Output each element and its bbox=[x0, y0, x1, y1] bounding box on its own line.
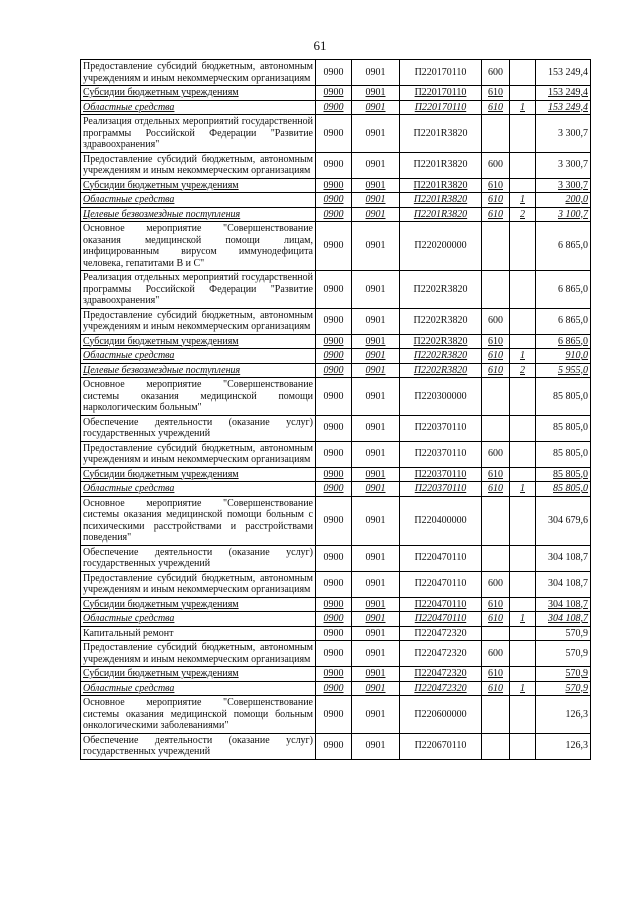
table-row bbox=[81, 681, 591, 696]
subsection-code: 0901 bbox=[352, 482, 400, 497]
amount: 304 108,7 bbox=[536, 612, 591, 627]
item-name: Субсидии бюджетным учреждениям bbox=[81, 467, 316, 482]
funding-source-code bbox=[510, 467, 536, 482]
section-code: 0900 bbox=[316, 378, 352, 416]
expense-type-code: 610 bbox=[482, 363, 510, 378]
subsection-code: 0901 bbox=[352, 667, 400, 682]
table-row bbox=[81, 496, 591, 545]
item-name: Основное мероприятие "Совершенствование оказания медицинской помощи лицам, инфицированным вирусом иммунодефицита человека, гепатитами В и С" bbox=[81, 222, 316, 271]
item-name: Областные средства bbox=[81, 100, 316, 115]
target-article-code: П220370110 bbox=[400, 415, 482, 441]
item-name: Предоставление субсидий бюджетным, автономным учреждениям и иным некоммерческим организациям bbox=[81, 571, 316, 597]
item-name: Субсидии бюджетным учреждениям bbox=[81, 86, 316, 101]
section-code: 0900 bbox=[316, 60, 352, 86]
expense-type-code: 610 bbox=[482, 467, 510, 482]
table-row bbox=[81, 733, 591, 759]
section-code: 0900 bbox=[316, 207, 352, 222]
amount: 6 865,0 bbox=[536, 222, 591, 271]
subsection-code: 0901 bbox=[352, 496, 400, 545]
amount: 570,9 bbox=[536, 641, 591, 667]
target-article-code: П220370110 bbox=[400, 441, 482, 467]
amount: 304 108,7 bbox=[536, 571, 591, 597]
funding-source-code: 1 bbox=[510, 349, 536, 364]
subsection-code: 0901 bbox=[352, 441, 400, 467]
expense-type-code: 600 bbox=[482, 441, 510, 467]
subsection-code: 0901 bbox=[352, 178, 400, 193]
table-row bbox=[81, 641, 591, 667]
table-row bbox=[81, 271, 591, 309]
item-name: Субсидии бюджетным учреждениям bbox=[81, 178, 316, 193]
section-code: 0900 bbox=[316, 733, 352, 759]
amount: 570,9 bbox=[536, 667, 591, 682]
funding-source-code bbox=[510, 733, 536, 759]
section-code: 0900 bbox=[316, 152, 352, 178]
table-row bbox=[81, 597, 591, 612]
section-code: 0900 bbox=[316, 441, 352, 467]
table-row bbox=[81, 152, 591, 178]
section-code: 0900 bbox=[316, 86, 352, 101]
section-code: 0900 bbox=[316, 545, 352, 571]
amount: 153 249,4 bbox=[536, 100, 591, 115]
amount: 153 249,4 bbox=[536, 60, 591, 86]
section-code: 0900 bbox=[316, 571, 352, 597]
subsection-code: 0901 bbox=[352, 467, 400, 482]
amount: 3 300,7 bbox=[536, 115, 591, 153]
amount: 3 300,7 bbox=[536, 152, 591, 178]
subsection-code: 0901 bbox=[352, 115, 400, 153]
funding-source-code bbox=[510, 441, 536, 467]
item-name: Обеспечение деятельности (оказание услуг) государственных учреждений bbox=[81, 545, 316, 571]
item-name: Областные средства bbox=[81, 349, 316, 364]
item-name: Реализация отдельных мероприятий государственной программы Российской Федерации "Развитие здравоохранения" bbox=[81, 271, 316, 309]
subsection-code: 0901 bbox=[352, 207, 400, 222]
section-code: 0900 bbox=[316, 115, 352, 153]
target-article-code: П220472320 bbox=[400, 641, 482, 667]
item-name: Предоставление субсидий бюджетным, автономным учреждениям и иным некоммерческим организациям bbox=[81, 441, 316, 467]
expense-type-code: 610 bbox=[482, 207, 510, 222]
target-article-code: П2201R3820 bbox=[400, 193, 482, 208]
item-name: Обеспечение деятельности (оказание услуг) государственных учреждений bbox=[81, 733, 316, 759]
table-row bbox=[81, 178, 591, 193]
table-row bbox=[81, 86, 591, 101]
target-article-code: П220300000 bbox=[400, 378, 482, 416]
expense-type-code: 610 bbox=[482, 193, 510, 208]
expense-type-code: 610 bbox=[482, 100, 510, 115]
table-row bbox=[81, 363, 591, 378]
funding-source-code bbox=[510, 415, 536, 441]
target-article-code: П2202R3820 bbox=[400, 271, 482, 309]
target-article-code: П220170110 bbox=[400, 100, 482, 115]
funding-source-code bbox=[510, 178, 536, 193]
amount: 570,9 bbox=[536, 681, 591, 696]
expense-type-code bbox=[482, 222, 510, 271]
target-article-code: П2201R3820 bbox=[400, 115, 482, 153]
funding-source-code bbox=[510, 86, 536, 101]
target-article-code: П220670110 bbox=[400, 733, 482, 759]
table-row bbox=[81, 626, 591, 641]
target-article-code: П2201R3820 bbox=[400, 207, 482, 222]
subsection-code: 0901 bbox=[352, 571, 400, 597]
expense-type-code bbox=[482, 115, 510, 153]
target-article-code: П220472320 bbox=[400, 681, 482, 696]
item-name: Областные средства bbox=[81, 482, 316, 497]
subsection-code: 0901 bbox=[352, 363, 400, 378]
table-row bbox=[81, 696, 591, 734]
funding-source-code bbox=[510, 597, 536, 612]
item-name: Целевые безвозмездные поступления bbox=[81, 363, 316, 378]
item-name: Предоставление субсидий бюджетным, автономным учреждениям и иным некоммерческим организациям bbox=[81, 641, 316, 667]
expense-type-code: 610 bbox=[482, 681, 510, 696]
section-code: 0900 bbox=[316, 496, 352, 545]
table-row bbox=[81, 612, 591, 627]
section-code: 0900 bbox=[316, 222, 352, 271]
subsection-code: 0901 bbox=[352, 733, 400, 759]
subsection-code: 0901 bbox=[352, 308, 400, 334]
expense-type-code: 610 bbox=[482, 178, 510, 193]
amount: 126,3 bbox=[536, 733, 591, 759]
expense-type-code: 600 bbox=[482, 152, 510, 178]
expense-type-code bbox=[482, 733, 510, 759]
item-name: Предоставление субсидий бюджетным, автономным учреждениям и иным некоммерческим организациям bbox=[81, 60, 316, 86]
amount: 85 805,0 bbox=[536, 378, 591, 416]
amount: 6 865,0 bbox=[536, 308, 591, 334]
section-code: 0900 bbox=[316, 308, 352, 334]
table-row bbox=[81, 222, 591, 271]
expense-type-code bbox=[482, 378, 510, 416]
subsection-code: 0901 bbox=[352, 378, 400, 416]
amount: 5 955,0 bbox=[536, 363, 591, 378]
item-name: Реализация отдельных мероприятий государственной программы Российской Федерации "Развитие здравоохранения" bbox=[81, 115, 316, 153]
item-name: Областные средства bbox=[81, 681, 316, 696]
expense-type-code: 600 bbox=[482, 571, 510, 597]
section-code: 0900 bbox=[316, 612, 352, 627]
section-code: 0900 bbox=[316, 681, 352, 696]
table-row bbox=[81, 334, 591, 349]
funding-source-code bbox=[510, 308, 536, 334]
expense-type-code: 600 bbox=[482, 641, 510, 667]
table-row bbox=[81, 308, 591, 334]
section-code: 0900 bbox=[316, 415, 352, 441]
item-name: Целевые безвозмездные поступления bbox=[81, 207, 316, 222]
amount: 153 249,4 bbox=[536, 86, 591, 101]
budget-table bbox=[80, 59, 591, 760]
target-article-code: П2201R3820 bbox=[400, 178, 482, 193]
amount: 85 805,0 bbox=[536, 415, 591, 441]
target-article-code: П220470110 bbox=[400, 545, 482, 571]
target-article-code: П2202R3820 bbox=[400, 349, 482, 364]
expense-type-code bbox=[482, 626, 510, 641]
expense-type-code: 610 bbox=[482, 612, 510, 627]
expense-type-code: 600 bbox=[482, 60, 510, 86]
item-name: Субсидии бюджетным учреждениям bbox=[81, 667, 316, 682]
section-code: 0900 bbox=[316, 482, 352, 497]
item-name: Капитальный ремонт bbox=[81, 626, 316, 641]
expense-type-code: 610 bbox=[482, 349, 510, 364]
item-name: Областные средства bbox=[81, 193, 316, 208]
funding-source-code: 2 bbox=[510, 363, 536, 378]
target-article-code: П220400000 bbox=[400, 496, 482, 545]
funding-source-code bbox=[510, 626, 536, 641]
subsection-code: 0901 bbox=[352, 696, 400, 734]
table-row bbox=[81, 571, 591, 597]
amount: 85 805,0 bbox=[536, 467, 591, 482]
section-code: 0900 bbox=[316, 271, 352, 309]
funding-source-code bbox=[510, 115, 536, 153]
amount: 304 108,7 bbox=[536, 545, 591, 571]
item-name: Субсидии бюджетным учреждениям bbox=[81, 334, 316, 349]
expense-type-code bbox=[482, 415, 510, 441]
table-row bbox=[81, 378, 591, 416]
expense-type-code bbox=[482, 496, 510, 545]
funding-source-code: 1 bbox=[510, 681, 536, 696]
funding-source-code bbox=[510, 222, 536, 271]
section-code: 0900 bbox=[316, 363, 352, 378]
amount: 910,0 bbox=[536, 349, 591, 364]
expense-type-code: 600 bbox=[482, 308, 510, 334]
funding-source-code bbox=[510, 152, 536, 178]
target-article-code: П220370110 bbox=[400, 467, 482, 482]
amount: 85 805,0 bbox=[536, 441, 591, 467]
amount: 200,0 bbox=[536, 193, 591, 208]
target-article-code: П2202R3820 bbox=[400, 363, 482, 378]
target-article-code: П220472320 bbox=[400, 626, 482, 641]
subsection-code: 0901 bbox=[352, 681, 400, 696]
subsection-code: 0901 bbox=[352, 222, 400, 271]
table-row bbox=[81, 349, 591, 364]
expense-type-code bbox=[482, 271, 510, 309]
funding-source-code bbox=[510, 378, 536, 416]
amount: 6 865,0 bbox=[536, 334, 591, 349]
amount: 570,9 bbox=[536, 626, 591, 641]
expense-type-code: 610 bbox=[482, 86, 510, 101]
table-row bbox=[81, 545, 591, 571]
expense-type-code: 610 bbox=[482, 667, 510, 682]
funding-source-code bbox=[510, 571, 536, 597]
amount: 6 865,0 bbox=[536, 271, 591, 309]
expense-type-code: 610 bbox=[482, 597, 510, 612]
item-name: Предоставление субсидий бюджетным, автономным учреждениям и иным некоммерческим организациям bbox=[81, 308, 316, 334]
section-code: 0900 bbox=[316, 467, 352, 482]
funding-source-code: 1 bbox=[510, 100, 536, 115]
target-article-code: П220470110 bbox=[400, 612, 482, 627]
item-name: Основное мероприятие "Совершенствование системы оказания медицинской помощи больным с психическими расстройствами и расстройствами поведения" bbox=[81, 496, 316, 545]
funding-source-code bbox=[510, 60, 536, 86]
funding-source-code bbox=[510, 496, 536, 545]
funding-source-code bbox=[510, 271, 536, 309]
page-number: 61 bbox=[313, 38, 327, 53]
subsection-code: 0901 bbox=[352, 612, 400, 627]
section-code: 0900 bbox=[316, 597, 352, 612]
table-row bbox=[81, 441, 591, 467]
target-article-code: П220170110 bbox=[400, 86, 482, 101]
funding-source-code bbox=[510, 696, 536, 734]
funding-source-code bbox=[510, 545, 536, 571]
funding-source-code bbox=[510, 667, 536, 682]
section-code: 0900 bbox=[316, 193, 352, 208]
target-article-code: П2202R3820 bbox=[400, 334, 482, 349]
expense-type-code: 610 bbox=[482, 482, 510, 497]
item-name: Субсидии бюджетным учреждениям bbox=[81, 597, 316, 612]
target-article-code: П220200000 bbox=[400, 222, 482, 271]
subsection-code: 0901 bbox=[352, 334, 400, 349]
target-article-code: П220472320 bbox=[400, 667, 482, 682]
subsection-code: 0901 bbox=[352, 626, 400, 641]
table-row bbox=[81, 115, 591, 153]
table-row bbox=[81, 100, 591, 115]
item-name: Предоставление субсидий бюджетным, автономным учреждениям и иным некоммерческим организациям bbox=[81, 152, 316, 178]
subsection-code: 0901 bbox=[352, 100, 400, 115]
expense-type-code: 610 bbox=[482, 334, 510, 349]
amount: 3 300,7 bbox=[536, 178, 591, 193]
section-code: 0900 bbox=[316, 100, 352, 115]
subsection-code: 0901 bbox=[352, 152, 400, 178]
amount: 85 805,0 bbox=[536, 482, 591, 497]
table-row bbox=[81, 467, 591, 482]
subsection-code: 0901 bbox=[352, 86, 400, 101]
amount: 304 679,6 bbox=[536, 496, 591, 545]
funding-source-code bbox=[510, 334, 536, 349]
subsection-code: 0901 bbox=[352, 597, 400, 612]
table-row bbox=[81, 207, 591, 222]
section-code: 0900 bbox=[316, 626, 352, 641]
subsection-code: 0901 bbox=[352, 271, 400, 309]
item-name: Областные средства bbox=[81, 612, 316, 627]
funding-source-code: 2 bbox=[510, 207, 536, 222]
table-row bbox=[81, 60, 591, 86]
section-code: 0900 bbox=[316, 641, 352, 667]
funding-source-code: 1 bbox=[510, 193, 536, 208]
subsection-code: 0901 bbox=[352, 60, 400, 86]
subsection-code: 0901 bbox=[352, 415, 400, 441]
subsection-code: 0901 bbox=[352, 641, 400, 667]
target-article-code: П220470110 bbox=[400, 597, 482, 612]
target-article-code: П220170110 bbox=[400, 60, 482, 86]
table-row bbox=[81, 415, 591, 441]
funding-source-code: 1 bbox=[510, 482, 536, 497]
section-code: 0900 bbox=[316, 667, 352, 682]
target-article-code: П2201R3820 bbox=[400, 152, 482, 178]
item-name: Основное мероприятие "Совершенствование системы оказания медицинской помощи наркологическим больным" bbox=[81, 378, 316, 416]
target-article-code: П220370110 bbox=[400, 482, 482, 497]
target-article-code: П220470110 bbox=[400, 571, 482, 597]
table-row bbox=[81, 482, 591, 497]
item-name: Обеспечение деятельности (оказание услуг) государственных учреждений bbox=[81, 415, 316, 441]
funding-source-code bbox=[510, 641, 536, 667]
section-code: 0900 bbox=[316, 696, 352, 734]
section-code: 0900 bbox=[316, 178, 352, 193]
expense-type-code bbox=[482, 696, 510, 734]
table-row bbox=[81, 667, 591, 682]
subsection-code: 0901 bbox=[352, 545, 400, 571]
subsection-code: 0901 bbox=[352, 349, 400, 364]
expense-type-code bbox=[482, 545, 510, 571]
amount: 3 100,7 bbox=[536, 207, 591, 222]
item-name: Основное мероприятие "Совершенствование системы оказания медицинской помощи больным онкологическими заболеваниями" bbox=[81, 696, 316, 734]
amount: 304 108,7 bbox=[536, 597, 591, 612]
amount: 126,3 bbox=[536, 696, 591, 734]
target-article-code: П220600000 bbox=[400, 696, 482, 734]
funding-source-code: 1 bbox=[510, 612, 536, 627]
subsection-code: 0901 bbox=[352, 193, 400, 208]
section-code: 0900 bbox=[316, 349, 352, 364]
target-article-code: П2202R3820 bbox=[400, 308, 482, 334]
section-code: 0900 bbox=[316, 334, 352, 349]
table-row bbox=[81, 193, 591, 208]
